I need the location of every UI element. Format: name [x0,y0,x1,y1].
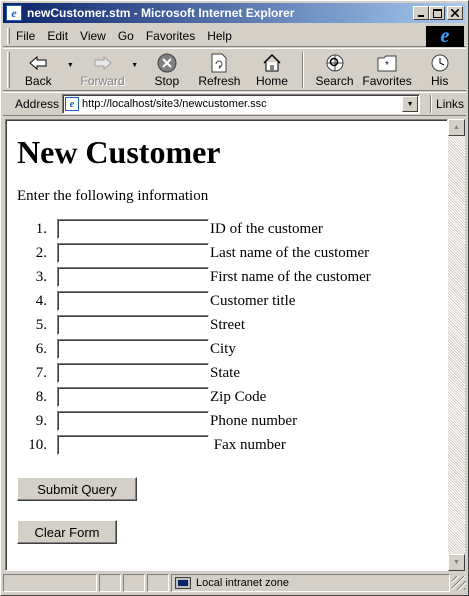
form-row-zip [17,385,436,409]
list-number: 2. [35,244,47,261]
maximize-icon [433,9,442,18]
list-number: 6. [35,340,47,357]
list-number: 4. [35,292,47,309]
list-number: 8. [35,388,47,405]
search-label: Search [315,74,354,88]
resize-grip[interactable] [452,576,466,590]
back-button[interactable] [12,49,65,89]
refresh-icon [211,52,227,74]
form-row-fax [17,433,436,457]
menu-edit[interactable]: Edit [47,28,69,43]
window-controls [413,6,463,20]
ie-page-icon: e [6,5,22,21]
city-label: City [210,340,236,357]
standard-toolbar [3,48,466,91]
form-row-first-name [17,265,436,289]
back-arrow-icon [29,52,47,74]
zip-code-input[interactable] [57,387,209,407]
history-label: His [431,74,449,88]
status-pane-progress [99,574,121,592]
phone-label: Phone number [210,412,298,429]
back-label: Back [24,74,52,88]
customer-title-label: Customer title [210,292,296,309]
zip-code-label: Zip Code [210,388,267,405]
list-number: 9. [35,412,47,429]
form-row-street [17,313,436,337]
title-bar[interactable] [3,3,466,23]
page-content [5,119,448,571]
address-label: Address [15,97,60,111]
submit-query-button[interactable]: Submit Query [17,477,137,501]
street-label: Street [210,316,245,333]
toolbar-separator [302,52,304,88]
status-pane-secure [123,574,145,592]
forward-dropdown-arrow[interactable]: ▼ [131,61,139,69]
ie-logo-icon: e [426,26,464,47]
form-row-last-name [17,241,436,265]
list-number: 1. [35,220,47,237]
list-number: 3. [35,268,47,285]
refresh-label: Refresh [198,74,241,88]
search-icon [325,52,345,74]
history-icon [430,52,450,74]
close-button[interactable] [447,6,463,20]
first-name-label: First name of the customer [210,268,371,285]
city-input[interactable] [57,339,209,359]
stop-button[interactable] [141,49,194,89]
search-button[interactable] [308,49,361,89]
intro-text: Enter the following information [17,188,209,204]
state-input[interactable] [57,363,209,383]
list-number: 10. [28,436,47,453]
toolbar-grip[interactable] [7,52,10,88]
page-body [6,120,447,558]
menu-go[interactable]: Go [117,28,134,43]
page-title: New Customer [17,134,221,170]
stop-icon [157,52,177,74]
stop-label: Stop [154,74,180,88]
fax-input[interactable] [57,435,209,455]
address-input[interactable] [62,94,420,114]
forward-arrow-icon [94,52,112,74]
menu-bar [3,25,466,47]
minimize-button[interactable] [413,6,429,20]
refresh-button[interactable] [193,49,246,89]
list-number: 7. [35,364,47,381]
form-row-title [17,289,436,313]
status-bar [3,573,466,593]
customer-id-label: ID of the customer [210,220,323,237]
form-row-id [17,217,436,241]
favorites-button[interactable] [361,49,414,89]
home-button[interactable] [246,49,299,89]
menu-view[interactable]: View [80,28,106,43]
last-name-label: Last name of the customer [210,244,370,261]
vertical-scrollbar[interactable] [448,119,465,571]
intranet-zone-icon [175,577,191,589]
links-button[interactable]: Links [436,97,465,111]
address-url: http://localhost/site3/newcustomer.ssc [82,98,267,110]
phone-input[interactable] [57,411,209,431]
home-icon [262,52,282,74]
street-input[interactable] [57,315,209,335]
menu-file[interactable]: File [16,28,36,43]
history-button[interactable] [413,49,466,89]
back-dropdown-arrow[interactable]: ▼ [66,61,74,69]
form-row-state [17,361,436,385]
last-name-input[interactable] [57,243,209,263]
address-bar [3,92,466,116]
close-icon [451,9,459,17]
security-zone[interactable] [171,574,450,592]
form-row-city [17,337,436,361]
customer-title-input[interactable] [57,291,209,311]
status-pane-extra [147,574,169,592]
maximize-button[interactable] [429,6,445,20]
fax-label: Fax number [210,436,286,453]
list-number: 5. [35,316,47,333]
home-label: Home [255,74,288,88]
address-dropdown-button[interactable]: ▼ [402,96,418,112]
state-label: State [210,364,240,381]
first-name-input[interactable] [57,267,209,287]
links-separator [430,95,432,113]
customer-form-list [17,217,436,457]
form-row-phone [17,409,436,433]
menu-help[interactable]: Help [207,28,232,43]
page-icon: e [65,97,79,111]
forward-button[interactable] [76,49,129,89]
menu-favorites[interactable]: Favorites [145,28,196,43]
scroll-up-button[interactable]: ▲ [448,119,465,136]
clear-form-button[interactable]: Clear Form [17,520,117,544]
minimize-icon [417,9,425,17]
window-title: newCustomer.stm - Microsoft Internet Explorer [27,6,295,20]
customer-id-input[interactable] [57,219,209,239]
favorites-icon [377,52,397,74]
status-pane-main [3,574,97,592]
favorites-label: Favorites [362,74,412,88]
zone-text: Local intranet zone [196,577,289,589]
scroll-down-button[interactable]: ▼ [448,554,465,571]
forward-label: Forward [80,74,125,88]
svg-text:*: * [385,60,390,71]
